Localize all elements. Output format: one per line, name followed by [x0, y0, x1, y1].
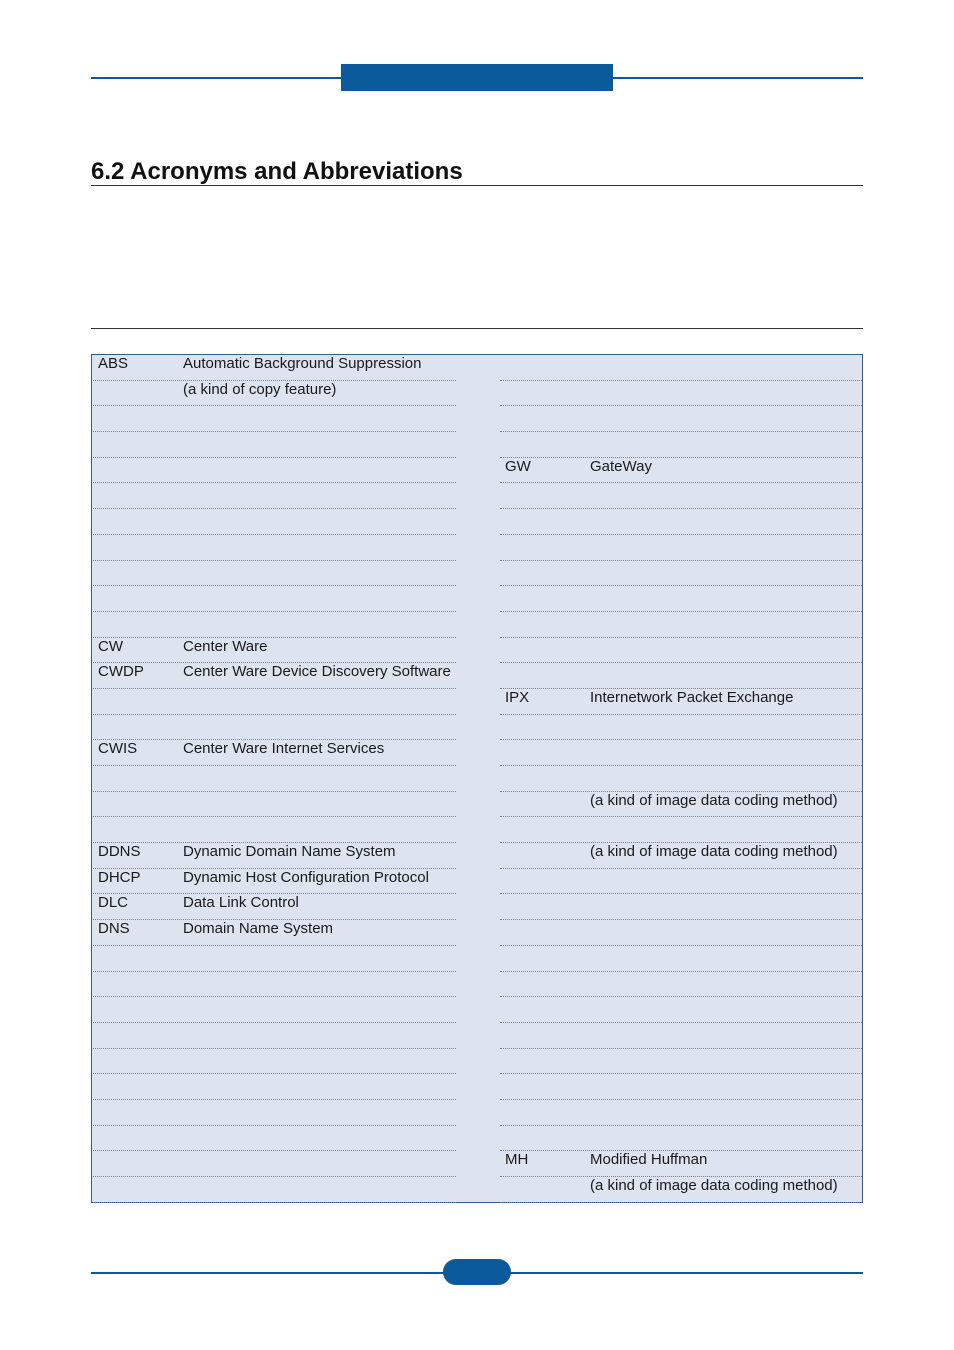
table-row — [500, 586, 862, 612]
definition: Internetwork Packet Exchange — [590, 688, 794, 706]
table-row — [500, 894, 862, 920]
table-row — [93, 535, 456, 561]
acronym: CW — [98, 637, 123, 655]
table-row — [500, 1100, 862, 1126]
table-row — [500, 689, 862, 715]
table-row — [93, 689, 456, 715]
table-row — [93, 458, 456, 484]
definition: (a kind of image data coding method) — [590, 791, 838, 809]
table-row — [500, 612, 862, 638]
table-row — [500, 1151, 862, 1177]
table-row — [93, 946, 456, 972]
header-tab — [341, 64, 613, 91]
table-row — [93, 792, 456, 818]
table-row — [500, 740, 862, 766]
definition: Domain Name System — [183, 920, 334, 938]
table-row — [93, 740, 456, 766]
table-row — [93, 612, 456, 638]
table-row — [93, 483, 456, 509]
acronym: DNS — [98, 920, 130, 938]
table-row — [500, 483, 862, 509]
table-row — [93, 432, 456, 458]
definition: Center Ware — [183, 637, 268, 655]
table-row — [500, 920, 862, 946]
table-row — [93, 355, 456, 381]
table-row — [500, 766, 862, 792]
table-row — [500, 663, 862, 689]
table-row — [500, 817, 862, 843]
table-row — [500, 792, 862, 818]
table-row — [500, 946, 862, 972]
table-row — [500, 432, 862, 458]
acronym-table — [91, 354, 863, 1203]
acronym: IPX — [505, 688, 530, 706]
table-row — [93, 381, 456, 407]
table-row — [93, 1126, 456, 1152]
definition: Data Link Control — [183, 894, 299, 912]
table-row — [93, 1177, 456, 1203]
page-number-badge — [443, 1259, 511, 1285]
table-row — [93, 1049, 456, 1075]
table-row — [93, 406, 456, 432]
table-row — [93, 766, 456, 792]
right-column — [500, 355, 862, 1203]
table-row — [93, 638, 456, 664]
title-rule — [91, 185, 863, 186]
definition: (a kind of image data coding method) — [590, 843, 838, 861]
table-row — [500, 843, 862, 869]
table-row — [93, 894, 456, 920]
table-row — [93, 1151, 456, 1177]
table-row — [500, 509, 862, 535]
definition: Modified Huffman — [590, 1151, 708, 1169]
table-row — [500, 869, 862, 895]
table-row — [93, 1100, 456, 1126]
definition: Dynamic Domain Name System — [183, 843, 396, 861]
separator-rule — [91, 328, 863, 329]
table-row — [93, 586, 456, 612]
table-row — [93, 869, 456, 895]
table-row — [500, 1177, 862, 1203]
table-row — [500, 561, 862, 587]
table-row — [500, 997, 862, 1023]
definition: (a kind of copy feature) — [183, 380, 337, 398]
table-row — [93, 715, 456, 741]
definition: Center Ware Internet Services — [183, 740, 385, 758]
acronym: MH — [505, 1151, 529, 1169]
table-row — [500, 458, 862, 484]
table-row — [500, 972, 862, 998]
table-row — [93, 997, 456, 1023]
table-row — [500, 1049, 862, 1075]
table-row — [93, 972, 456, 998]
table-row — [500, 355, 862, 381]
table-row — [93, 561, 456, 587]
table-row — [500, 715, 862, 741]
table-row — [500, 406, 862, 432]
table-row — [93, 663, 456, 689]
table-row — [93, 1023, 456, 1049]
acronym: CWDP — [98, 663, 144, 681]
acronym: DHCP — [98, 868, 141, 886]
table-row — [500, 1126, 862, 1152]
page-title: 6.2 Acronyms and Abbreviations — [91, 158, 463, 185]
acronym: GW — [505, 457, 531, 475]
definition: (a kind of image data coding method) — [590, 1177, 838, 1194]
acronym: CWIS — [98, 740, 138, 758]
table-row — [93, 817, 456, 843]
table-row — [500, 1023, 862, 1049]
table-row — [500, 1074, 862, 1100]
left-column — [93, 355, 456, 1203]
definition: GateWay — [590, 457, 652, 475]
definition: Dynamic Host Configuration Protocol — [183, 868, 429, 886]
acronym: ABS — [98, 355, 129, 372]
definition: Automatic Background Suppression — [183, 355, 422, 372]
definition: Center Ware Device Discovery Software — [183, 663, 451, 681]
table-row — [500, 638, 862, 664]
table-row — [93, 843, 456, 869]
table-row — [500, 535, 862, 561]
table-row — [93, 920, 456, 946]
table-row — [93, 1074, 456, 1100]
acronym: DLC — [98, 894, 129, 912]
table-row — [93, 509, 456, 535]
acronym: DDNS — [98, 843, 141, 861]
table-row — [500, 381, 862, 407]
